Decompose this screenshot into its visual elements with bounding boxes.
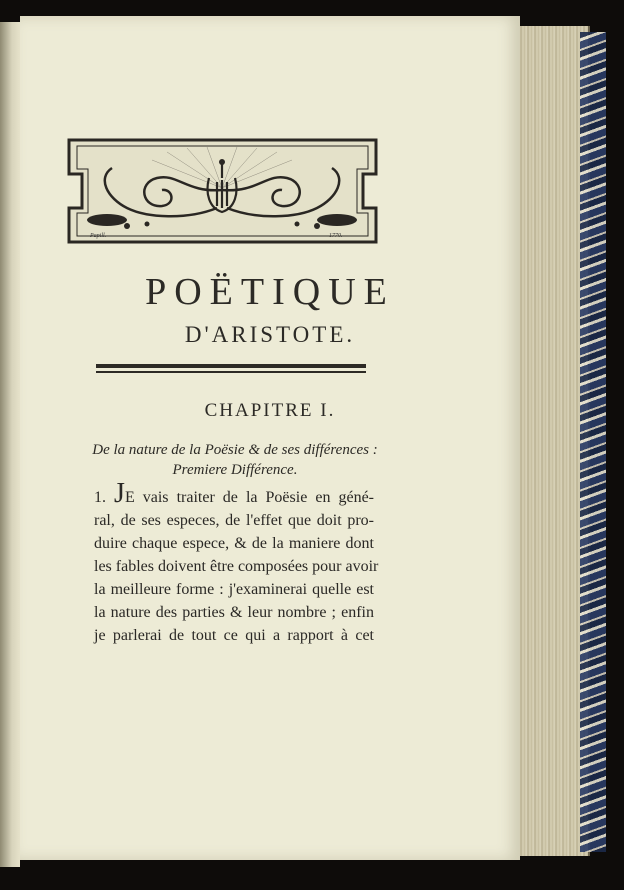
body-paragraph	[94, 478, 379, 647]
body-line: duire chaque espece, & de la maniere dont	[94, 535, 374, 552]
book-fore-edge	[516, 26, 590, 856]
body-line	[94, 478, 375, 509]
page-subtitle: D'ARISTOTE.	[184, 322, 356, 347]
headpiece-engraving	[67, 138, 378, 244]
chapter-subtitle-line2: Premiere Différence.	[172, 462, 298, 478]
chapter-heading: CHAPITRE I.	[204, 400, 336, 421]
body-line: je parlerai de tout ce qui a rapport à cet	[94, 627, 374, 644]
chapter-subtitle-line1: De la nature de la Poësie & de ses différences :	[92, 442, 378, 458]
engraver-signature-left: Papill.	[90, 233, 107, 239]
divider-rule	[96, 364, 366, 373]
book-left-page-edge	[0, 22, 20, 867]
page-title: POËTIQUE	[145, 271, 395, 313]
body-line: ral, de ses especes, de l'effet que doit pro-	[94, 512, 374, 529]
body-line-text: E vais traiter de la Poësie en géné-	[124, 489, 375, 506]
body-line: la nature des parties & leur nombre ; enfin	[94, 604, 374, 621]
book-binding	[580, 32, 606, 852]
drop-initial: J	[114, 478, 125, 509]
body-line: la meilleure forme : j'examinerai quelle est	[94, 581, 374, 598]
paragraph-number: 1.	[94, 489, 106, 506]
engraver-signature-right: 1770.	[329, 233, 343, 239]
chapter-subtitle	[70, 440, 400, 480]
body-line: les fables doivent être composées pour avoir	[94, 558, 379, 575]
